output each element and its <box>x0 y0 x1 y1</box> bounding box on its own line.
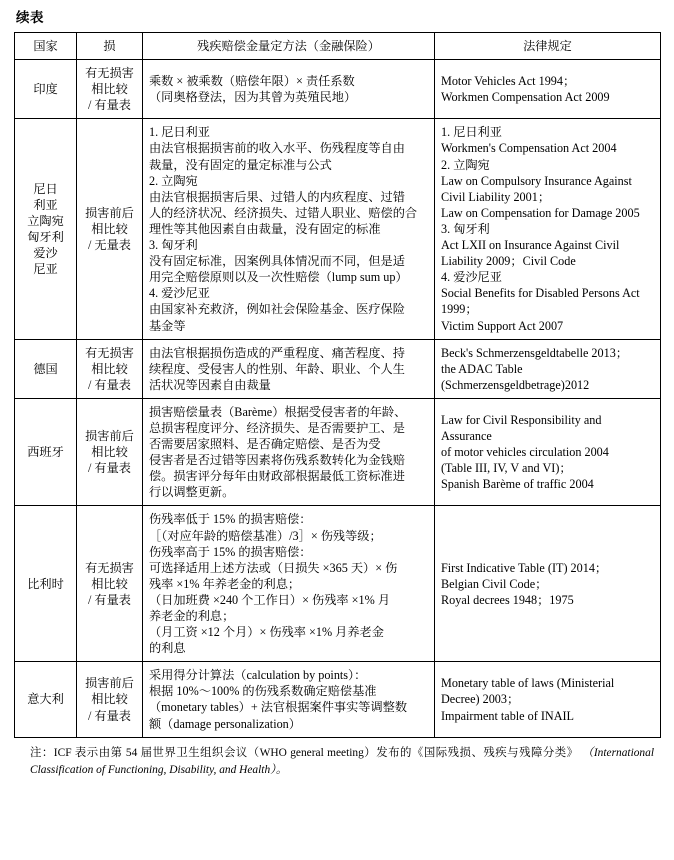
country-line: 尼日 <box>33 181 58 196</box>
law-line: (Table III, IV, V and VI)； <box>441 461 572 476</box>
law-line: of motor vehicles circulation 2004 <box>441 445 609 460</box>
method-line: 裁量，没有固定的量定标准与公式 <box>149 157 332 172</box>
method-line: 伤残率高于 15% 的损害赔偿： <box>149 544 312 559</box>
law-line: the ADAC Table <box>441 361 523 376</box>
method-line: 可选择适用上述方法或（日损失 ×365 天）× 伤 <box>149 560 398 575</box>
country-line: 德国 <box>33 361 58 376</box>
method-line: 行以调整更新。 <box>149 485 235 500</box>
method-line: 根据 10%～100% 的伤残系数确定赔偿基准 <box>149 684 377 699</box>
cell-method <box>143 506 435 662</box>
law-line: Monetary table of laws (Ministerial <box>441 676 615 691</box>
method-line: 损害赔偿量表（Barème）根据受侵害者的年龄、 <box>149 404 407 419</box>
law-line: Law on Compensation for Damage 2005 <box>441 205 640 220</box>
method-line: 否需要居家照料、是否确定赔偿、是否为受 <box>149 437 381 452</box>
definition-line: 相比较 <box>91 692 128 707</box>
cell-country <box>15 506 77 662</box>
country-line: 利亚 <box>33 197 58 212</box>
cell-definition <box>77 60 143 119</box>
table-footnote <box>14 745 660 779</box>
table-row <box>15 339 661 398</box>
disability-compensation-table <box>14 32 661 738</box>
method-line: 伤残率低于 15% 的损害赔偿： <box>149 512 312 527</box>
definition-line: / 有量表 <box>88 708 131 723</box>
cell-law <box>435 398 661 506</box>
definition-line: 相比较 <box>91 221 128 236</box>
country-line: 比利时 <box>27 576 64 591</box>
column-header-method: 残疾赔偿金量定方法（金融保险） <box>143 33 435 60</box>
definition-line: 损害前后 <box>85 676 134 691</box>
column-header-definition-line1: 损 <box>103 39 116 53</box>
method-line: （月工资 ×12 个月）× 伤残率 ×1% 月养老金 <box>149 625 384 640</box>
cell-method <box>143 60 435 119</box>
definition-line: 有无损害 <box>85 560 134 575</box>
table-caption: 续表 <box>16 10 44 25</box>
law-line: Law for Civil Responsibility and Assurance <box>441 412 602 444</box>
law-line: 3. 匈牙利 <box>441 221 490 236</box>
country-line: 匈牙利 <box>27 229 64 244</box>
method-line: 没有固定标准，因案例具体情况而不同，但是适 <box>149 254 405 269</box>
cell-definition <box>77 662 143 737</box>
law-line: 2. 立陶宛 <box>441 157 490 172</box>
method-line: 2. 立陶宛 <box>149 173 198 188</box>
definition-line: / 有量表 <box>88 461 131 476</box>
country-line: 印度 <box>33 82 58 97</box>
definition-line: 损害前后 <box>85 205 134 220</box>
law-line: Social Benefits for Disabled Persons Act <box>441 286 640 301</box>
method-line: 续程度、受侵害人的性别、年龄、职业、个人生 <box>149 361 405 376</box>
definition-line: 有无损害 <box>85 345 134 360</box>
law-line: Spanish Barème of traffic 2004 <box>441 477 594 492</box>
method-line: 基金等 <box>149 318 186 333</box>
law-line: Workmen Compensation Act 2009 <box>441 90 610 105</box>
table-row <box>15 662 661 737</box>
method-line: 理性等其他因素自由裁量，没有固定的标准 <box>149 221 381 236</box>
country-line: 意大利 <box>27 692 64 707</box>
law-line: Workmen's Compensation Act 2004 <box>441 141 617 156</box>
country-line: 尼亚 <box>33 262 58 277</box>
country-line: 立陶宛 <box>27 213 64 228</box>
cell-law <box>435 506 661 662</box>
table-row <box>15 506 661 662</box>
method-line: 乘数 × 被乘数（赔偿年限）× 责任系数 <box>149 74 355 89</box>
method-line: 人的经济状况、经济损失、过错人职业、赔偿的合 <box>149 205 418 220</box>
method-line: 额（damage personalization） <box>149 716 301 731</box>
law-line: Motor Vehicles Act 1994； <box>441 74 576 89</box>
method-line: 3. 匈牙利 <box>149 238 198 253</box>
method-line: 由法官根据损害后果、过错人的内疚程度、过错 <box>149 189 405 204</box>
cell-method <box>143 398 435 506</box>
law-line: Beck's Schmerzensgeldtabelle 2013； <box>441 345 628 360</box>
method-line: 采用得分计算法（calculation by points）： <box>149 668 367 683</box>
cell-country <box>15 398 77 506</box>
law-line: 1. 尼日利亚 <box>441 125 502 140</box>
footnote-line-2: （International Classification of Functioning, Disability, and Health）。 <box>30 746 654 776</box>
footnote-line-1: 注：ICF 表示由第 54 届世界卫生组织会议（WHO general meeting）发布的《国际残损、残疾与残障分类》 <box>30 746 579 759</box>
cell-method <box>143 662 435 737</box>
cell-method <box>143 339 435 398</box>
column-header-law: 法律规定 <box>435 33 661 60</box>
law-line: Civil Liability 2001； <box>441 189 551 204</box>
law-line: Decree) 2003； <box>441 692 520 707</box>
definition-line: 相比较 <box>91 445 128 460</box>
method-line: 侵害者是否过错等因素将伤残系数转化为金钱赔 <box>149 453 405 468</box>
law-line: Royal decrees 1948；1975 <box>441 592 574 607</box>
method-line: 4. 爱沙尼亚 <box>149 286 210 301</box>
law-line: Belgian Civil Code； <box>441 576 548 591</box>
cell-law <box>435 119 661 339</box>
table-row <box>15 119 661 339</box>
method-line: （同奥格登法，因为其曾为英殖民地） <box>149 90 357 105</box>
method-line: 1. 尼日利亚 <box>149 125 210 140</box>
law-line: 4. 爱沙尼亚 <box>441 270 502 285</box>
method-line: （monetary tables）+ 法官根据案件事实等调整数 <box>149 700 408 715</box>
method-line: ［（对应年龄的赔偿基准）/3］× 伤残等级； <box>149 528 382 543</box>
country-line: 西班牙 <box>27 445 64 460</box>
method-line: 养老金的利息； <box>149 609 235 623</box>
cell-country <box>15 60 77 119</box>
law-line: (Schmerzensgeldbetrage)2012 <box>441 377 590 392</box>
law-line: Victim Support Act 2007 <box>441 318 564 333</box>
column-header-country: 国家 <box>15 33 77 60</box>
definition-line: 相比较 <box>91 82 128 97</box>
definition-line: 有无损害 <box>85 66 134 81</box>
cell-method <box>143 119 435 339</box>
method-line: 活状况等因素自由裁量 <box>149 377 271 392</box>
method-line: 由法官根据损害前的收入水平、伤残程度等自由 <box>149 141 405 156</box>
definition-line: / 有量表 <box>88 377 131 392</box>
method-line: 偿。损害评分每年由财政部根据最低工资标准进 <box>149 469 405 484</box>
cell-law <box>435 662 661 737</box>
definition-line: 相比较 <box>91 361 128 376</box>
cell-definition <box>77 339 143 398</box>
cell-definition <box>77 506 143 662</box>
method-line: （日加班费 ×240 个工作日）× 伤残率 ×1% 月 <box>149 592 391 607</box>
method-line: 用完全赔偿原则以及一次性赔偿（lump sum up） <box>149 270 408 285</box>
law-line: Liability 2009；Civil Code <box>441 254 576 269</box>
law-line: Impairment table of INAIL <box>441 708 574 723</box>
definition-line: 相比较 <box>91 576 128 591</box>
method-line: 由法官根据损伤造成的严重程度、痛苦程度、持 <box>149 345 405 360</box>
cell-country <box>15 662 77 737</box>
definition-line: / 有量表 <box>88 98 131 113</box>
method-line: 由国家补充救济，例如社会保险基金、医疗保险 <box>149 302 405 317</box>
law-line: First Indicative Table (IT) 2014； <box>441 560 608 575</box>
law-line: 1999； <box>441 302 478 317</box>
table-row <box>15 398 661 506</box>
table-head <box>15 33 661 60</box>
cell-law <box>435 339 661 398</box>
definition-line: 损害前后 <box>85 429 134 444</box>
cell-country <box>15 339 77 398</box>
cell-law <box>435 60 661 119</box>
method-line: 残率 ×1% 年养老金的利息； <box>149 576 301 591</box>
law-line: Act LXII on Insurance Against Civil <box>441 238 620 253</box>
cell-definition <box>77 398 143 506</box>
definition-line: / 有量表 <box>88 592 131 607</box>
method-line: 总损害程度评分、经济损失、是否需要护工、是 <box>149 420 405 435</box>
cell-definition <box>77 119 143 339</box>
definition-line: / 无量表 <box>88 238 131 253</box>
country-line: 爱沙 <box>33 246 58 261</box>
cell-country <box>15 119 77 339</box>
table-header-row <box>15 33 661 60</box>
method-line: 的利息 <box>149 641 186 656</box>
law-line: Law on Compulsory Insurance Against <box>441 173 632 188</box>
table-body <box>15 60 661 738</box>
column-header-definition <box>77 33 143 60</box>
table-row <box>15 60 661 119</box>
